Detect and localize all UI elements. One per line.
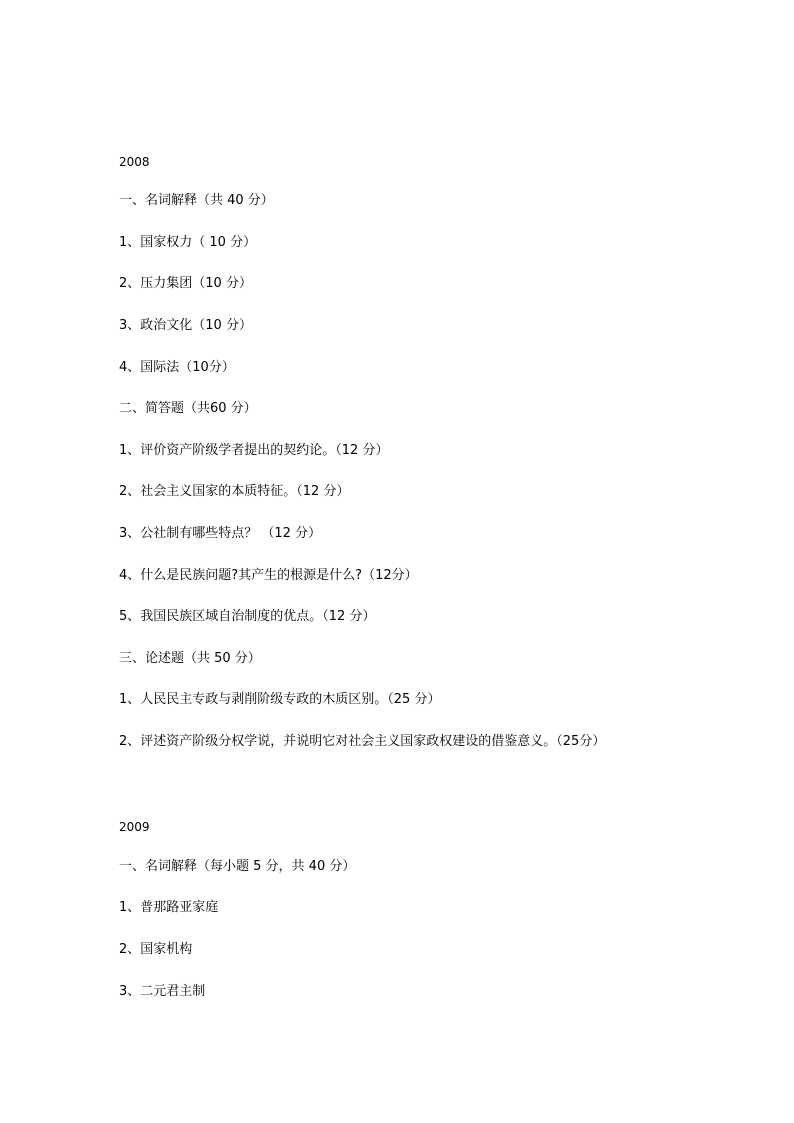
section-heading-short-answer: 二、简答题（共60 分） <box>119 401 257 416</box>
year-heading-2009: 2009 <box>119 820 150 834</box>
question-line: 1、国家权力（ 10 分） <box>119 235 257 250</box>
question-line: 3、政治文化（10 分） <box>119 318 252 333</box>
section-heading-terms: 一、名词解释（每小题 5 分，共 40 分） <box>119 859 356 874</box>
question-line: 2、社会主义国家的本质特征。（12 分） <box>119 484 350 499</box>
question-line: 4、国际法（10分） <box>119 360 235 375</box>
question-line: 3、二元君主制 <box>119 984 206 999</box>
section-heading-terms: 一、名词解释（共 40 分） <box>119 193 274 208</box>
question-line: 3、公社制有哪些特点？ （12 分） <box>119 526 322 541</box>
question-line: 2、评述资产阶级分权学说，并说明它对社会主义国家政权建设的借鉴意义。（25分） <box>119 734 606 749</box>
question-line: 2、国家机构 <box>119 942 193 957</box>
question-line: 5、我国民族区域自治制度的优点。（12 分） <box>119 609 376 624</box>
section-heading-essay: 三、论述题（共 50 分） <box>119 651 261 666</box>
year-heading-2008: 2008 <box>119 155 150 169</box>
question-line: 1、评价资产阶级学者提出的契约论。（12 分） <box>119 443 389 458</box>
question-line: 2、压力集团（10 分） <box>119 276 252 291</box>
question-line: 1、普那路亚家庭 <box>119 900 219 915</box>
question-line: 4、什么是民族问题?其产生的根源是什么?（12分） <box>119 568 418 583</box>
question-line: 1、人民民主专政与剥削阶级专政的木质区别。（25 分） <box>119 692 441 707</box>
